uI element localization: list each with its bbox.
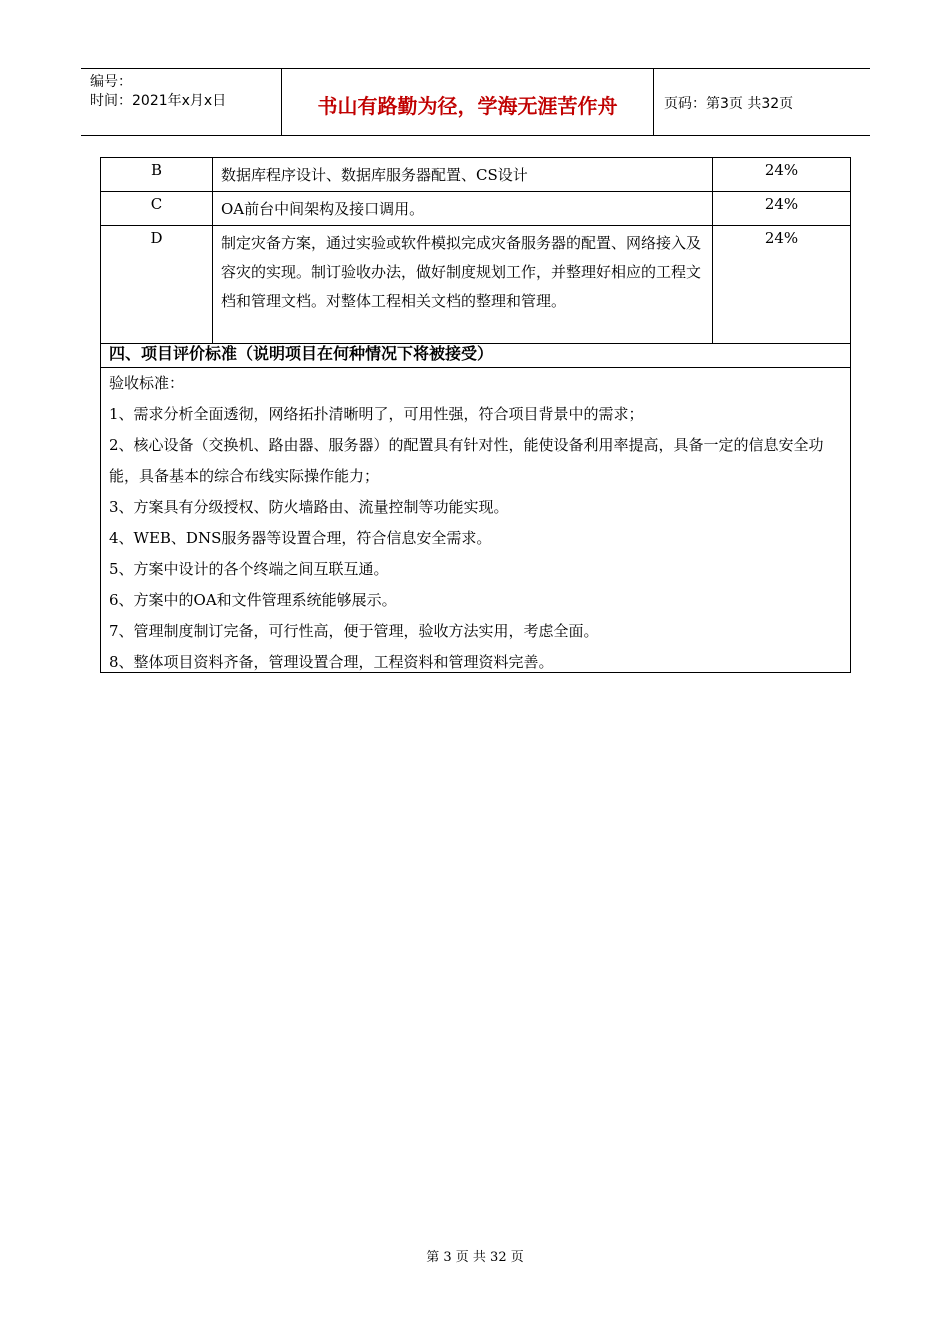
criteria-item: 3、方案具有分级授权、防火墙路由、流量控制等功能实现。 [109,498,509,516]
header-motto: 书山有路勤为径，学海无涯苦作舟 [281,69,654,135]
row-label: D [101,226,213,344]
header-page-info: 页码：第3页 共32页 [664,96,794,112]
criteria-item: 7、管理制度制订完备，可行性高，便于管理，验收方法实用，考虑全面。 [109,622,599,640]
criteria-intro: 验收标准： [109,374,185,392]
page-footer: 第 3 页 共 32 页 [426,1250,524,1265]
row-percent: 24% [713,192,851,226]
row-description: 制定灾备方案，通过实验或软件模拟完成灾备服务器的配置、网络接入及容灾的实现。制订验收办法，做好制度规划工作，并整理好相应的工程文档和管理文档。对整体工程相关文档的整理和管理。 [213,226,713,344]
document-number-label: 编号： [90,74,132,90]
criteria-item: 1、需求分析全面透彻，网络拓扑清晰明了，可用性强，符合项目背景中的需求； [109,405,644,423]
criteria-item: 6、方案中的OA和文件管理系统能够展示。 [109,591,397,609]
row-label: C [101,192,213,226]
row-percent: 24% [713,158,851,192]
acceptance-criteria [109,368,845,678]
criteria-item: 4、WEB、DNS服务器等设置合理，符合信息安全需求。 [109,529,492,547]
criteria-item: 8、整体项目资料齐备，管理设置合理，工程资料和管理资料完善。 [109,653,554,671]
row-description: 数据库程序设计、数据库服务器配置、CS设计 [213,158,713,192]
row-label: B [101,158,213,192]
criteria-item: 5、方案中设计的各个终端之间互联互通。 [109,560,389,578]
row-description: OA前台中间架构及接口调用。 [213,192,713,226]
page-header [81,68,870,136]
criteria-item: 2、核心设备（交换机、路由器、服务器）的配置具有针对性，能使设备利用率提高，具备一定的信息安全功能，具备基本的综合布线实际操作能力； [109,436,824,485]
section-title: 四、项目评价标准（说明项目在何种情况下将被接受） [100,335,851,368]
header-meta [81,69,281,135]
document-date: 时间：2021年x月x日 [90,93,227,109]
row-percent: 24% [713,226,851,344]
